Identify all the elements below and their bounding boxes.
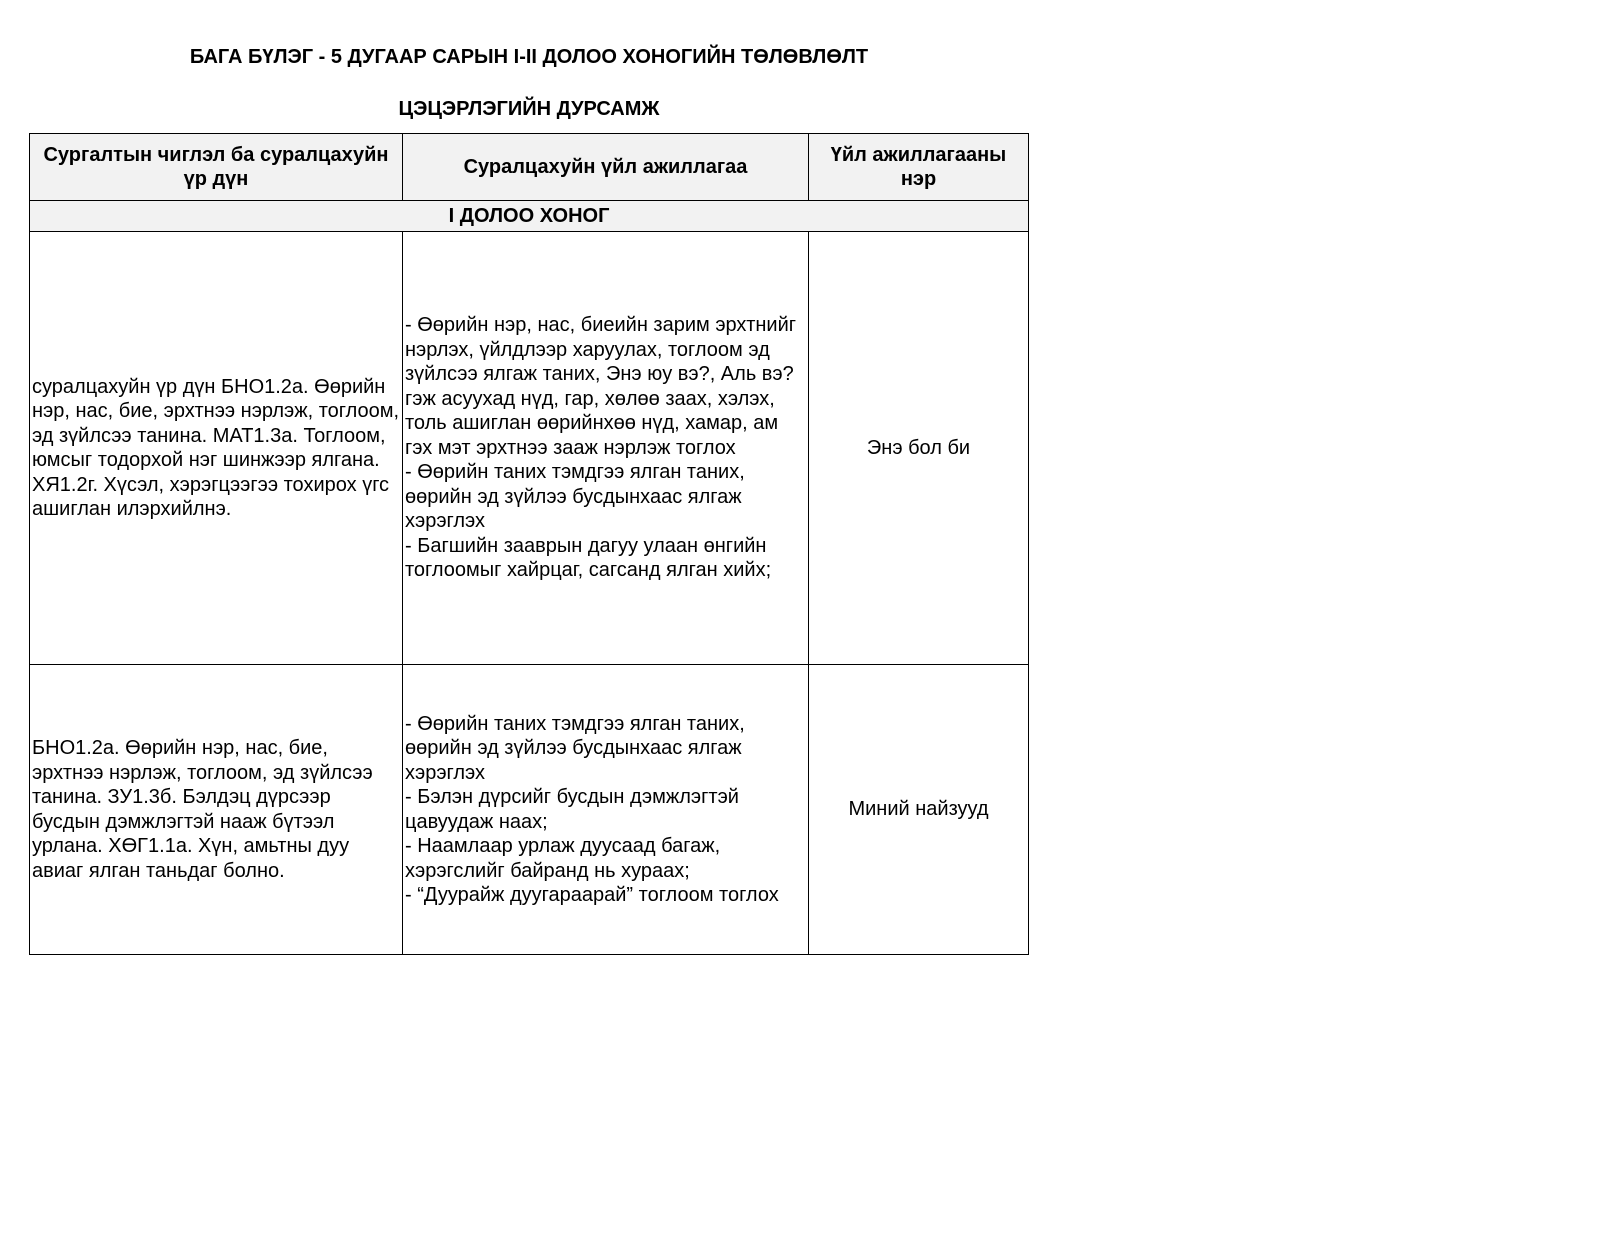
activity-cell (403, 232, 809, 665)
activity-line: - “Дуурайж дуугараарай” тоглоом тоглох (405, 884, 779, 906)
week-row (30, 201, 1029, 232)
header-outcome: Сургалтын чиглэл ба суралцахуйн үр дүн (30, 134, 403, 201)
header-activity-name: Үйл ажиллагааны нэр (809, 134, 1029, 201)
activity-cell (403, 665, 809, 955)
document-title: БАГА БҮЛЭГ - 5 ДУГААР САРЫН I-II ДОЛОО ХОНОГИЙН ТӨЛӨВЛӨЛТ (189, 46, 869, 68)
activity-line: - Багшийн зааврын дагуу улаан өнгийн тоглоомыг хайрцаг, сагсанд ялган хийх; (405, 534, 772, 582)
activity-line: - Өөрийн таних тэмдгээ ялган таних, өөрийн эд зүйлээ бусдынхаас ялгаж хэрэглэх (405, 712, 745, 784)
activity-line: - Өөрийн таних тэмдгээ ялган таних, өөрийн эд зүйлээ бусдынхаас ялгаж хэрэглэх (405, 461, 745, 533)
activity-name-cell: Миний найзууд (809, 665, 1029, 955)
header-activity: Суралцахуйн үйл ажиллагаа (403, 134, 809, 201)
outcome-cell: суралцахуйн үр дүн БНО1.2а. Өөрийн нэр, нас, бие, эрхтнээ нэрлэж, тоглоом, эд зүйлсээ танина. МАТ1.3а. Тоглоом, юмсыг тодорхой нэг шинжээр ялгана. ХЯ1.2г. Хүсэл, хэрэгцээгээ тохирох үгс ашиглан илэрхийлнэ. (30, 232, 403, 665)
activity-line: - Өөрийн нэр, нас, биеийн зарим эрхтнийг нэрлэх, үйлдлээр харуулах, тоглоом эд зүйлсээ ялгаж таних, Энэ юу вэ?, Аль вэ? гэж асуухад нүд, гар, хөлөө заах, хэлэх, толь ашиглан өөрийнхөө нүд, хамар, ам гэх мэт эрхтнээ зааж нэрлэж тоглох (405, 314, 797, 459)
activity-line: - Наамлаар урлаж дуусаад багаж, хэрэгслийг байранд нь хураах; (405, 835, 721, 882)
week-label: I ДОЛОО ХОНОГ (30, 201, 1029, 232)
plan-table (29, 133, 1029, 955)
table-row (30, 232, 1029, 665)
table-header-row (30, 134, 1029, 201)
activity-line: - Бэлэн дүрсийг бусдын дэмжлэгтэй цавуудаж наах; (405, 786, 739, 833)
activity-name-cell: Энэ бол би (809, 232, 1029, 665)
document-subtitle: ЦЭЦЭРЛЭГИЙН ДУРСАМЖ (398, 98, 660, 120)
outcome-cell: БНО1.2а. Өөрийн нэр, нас, бие, эрхтнээ нэрлэж, тоглоом, эд зүйлсээ танина. ЗУ1.3б. Бэлдэц дүрсээр бусдын дэмжлэгтэй нааж бүтээл урлана. ХӨГ1.1а. Хүн, амьтны дуу авиаг ялган таньдаг болно. (30, 665, 403, 955)
table-row (30, 665, 1029, 955)
